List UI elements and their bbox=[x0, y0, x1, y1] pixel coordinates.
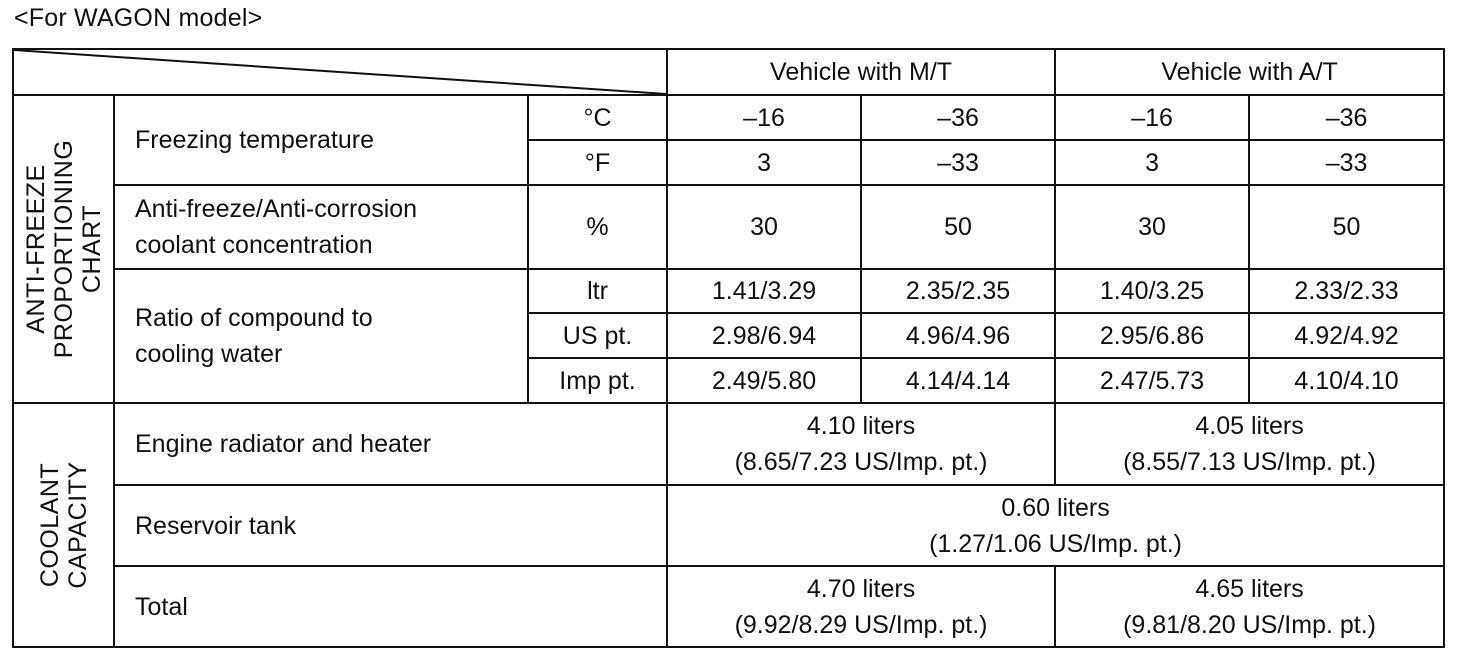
header-mt: Vehicle with M/T bbox=[667, 49, 1055, 95]
engine-at: 4.05 liters (8.55/7.13 US/Imp. pt.) bbox=[1055, 403, 1444, 485]
header-row bbox=[13, 49, 1444, 95]
corner-cell bbox=[13, 49, 667, 95]
table-cell: 2.49/5.80 bbox=[667, 358, 861, 403]
freezing-label: Freezing temperature bbox=[114, 95, 528, 185]
total-mt: 4.70 liters (9.92/8.29 US/Imp. pt.) bbox=[667, 566, 1055, 647]
table-cell: 50 bbox=[861, 185, 1055, 269]
table-row bbox=[13, 185, 1444, 269]
table-cell: –33 bbox=[1249, 140, 1444, 185]
section-coolant bbox=[13, 403, 114, 647]
section-antifreeze bbox=[13, 95, 114, 403]
table-cell: 2.95/6.86 bbox=[1055, 313, 1249, 358]
table-cell: 3 bbox=[1055, 140, 1249, 185]
ratio-label: Ratio of compound to cooling water bbox=[114, 269, 528, 403]
unit-fahrenheit: °F bbox=[528, 140, 667, 185]
table-cell: –16 bbox=[1055, 95, 1249, 140]
unit-us-pt: US pt. bbox=[528, 313, 667, 358]
table-cell: 4.92/4.92 bbox=[1249, 313, 1444, 358]
header-at: Vehicle with A/T bbox=[1055, 49, 1444, 95]
table-cell: 50 bbox=[1249, 185, 1444, 269]
reservoir-label: Reservoir tank bbox=[114, 485, 667, 566]
total-at: 4.65 liters (9.81/8.20 US/Imp. pt.) bbox=[1055, 566, 1444, 647]
table-cell: 4.14/4.14 bbox=[861, 358, 1055, 403]
unit-percent: % bbox=[528, 185, 667, 269]
table-cell: –36 bbox=[861, 95, 1055, 140]
total-label: Total bbox=[114, 566, 667, 647]
table-cell: 4.10/4.10 bbox=[1249, 358, 1444, 403]
coolant-spec-table bbox=[12, 48, 1445, 648]
table-cell: –36 bbox=[1249, 95, 1444, 140]
table-row bbox=[13, 485, 1444, 566]
table-cell: –33 bbox=[861, 140, 1055, 185]
table-cell: 1.40/3.25 bbox=[1055, 269, 1249, 313]
table-row bbox=[13, 95, 1444, 140]
table-cell: 4.96/4.96 bbox=[861, 313, 1055, 358]
unit-celsius: °C bbox=[528, 95, 667, 140]
section-antifreeze-label: ANTI-FREEZE PROPORTIONING CHART bbox=[21, 139, 106, 359]
table-cell: 30 bbox=[667, 185, 861, 269]
table-caption: <For WAGON model> bbox=[14, 4, 263, 32]
diagonal-line bbox=[14, 50, 666, 94]
table-cell: 30 bbox=[1055, 185, 1249, 269]
table-cell: 3 bbox=[667, 140, 861, 185]
unit-imp-pt: Imp pt. bbox=[528, 358, 667, 403]
table-cell: 2.33/2.33 bbox=[1249, 269, 1444, 313]
concentration-label: Anti-freeze/Anti-corrosion coolant concentration bbox=[114, 185, 528, 269]
table-row bbox=[13, 566, 1444, 647]
table-cell: 2.47/5.73 bbox=[1055, 358, 1249, 403]
table-cell: –16 bbox=[667, 95, 861, 140]
reservoir-value: 0.60 liters (1.27/1.06 US/Imp. pt.) bbox=[667, 485, 1444, 566]
table-cell: 2.98/6.94 bbox=[667, 313, 861, 358]
unit-ltr: ltr bbox=[528, 269, 667, 313]
engine-mt: 4.10 liters (8.65/7.23 US/Imp. pt.) bbox=[667, 403, 1055, 485]
engine-label: Engine radiator and heater bbox=[114, 403, 667, 485]
table-cell: 1.41/3.29 bbox=[667, 269, 861, 313]
section-coolant-label: COOLANT CAPACITY bbox=[35, 461, 92, 589]
table-row bbox=[13, 269, 1444, 313]
table-cell: 2.35/2.35 bbox=[861, 269, 1055, 313]
table-row bbox=[13, 403, 1444, 485]
